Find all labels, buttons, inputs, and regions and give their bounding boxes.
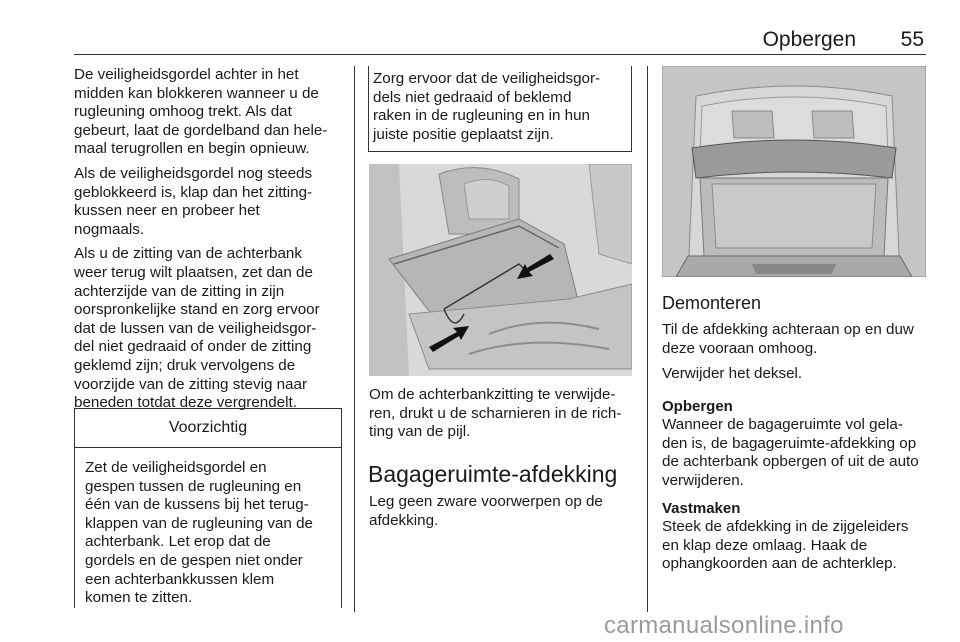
column-divider (647, 66, 648, 612)
paragraph: Als de veiligheidsgordel nog steeds geblokkeerd is, klap dan het zitting- kussen neer en probeer het nogmaals. (74, 164, 313, 238)
image-caption: Om de achterbankzitting te verwijde- ren, drukt u de scharnieren in de rich- ting van de pijl. (369, 386, 622, 441)
paragraph: Als u de zitting van de achterbank weer terug wilt plaatsen, zet dan de achterzijde van de zitting in zijn oorspronkelijke stand en zorg ervoor dat de lussen van de veiligheidsgor- del niet gedraaid of onder de zitting geklemd zijn; druk vervolgens de voorzijde van de zitting stevig naar beneden totdat deze vergrendelt. (74, 245, 320, 412)
paragraph: De veiligheidsgordel achter in het midden kan blokkeren wanneer u de rugleuning omhoog trekt. Als dat gebeurt, laat de gordelband dan hele- maal terugrollen en begin opnieuw. (74, 66, 328, 158)
watermark: carmanualsonline.info (604, 612, 844, 639)
paragraph: Til de afdekking achteraan op en duw deze vooraan omhoog. (662, 321, 914, 357)
rear-seat-hinge-illustration (369, 164, 632, 376)
section-title: Bagageruimte-afdekking (368, 461, 618, 487)
column-divider (354, 66, 355, 612)
subheading-opbergen: Opbergen (662, 398, 733, 415)
caution-text: Zet de veiligheidsgordel en gespen tussen de rugleuning en één van de kussens bij het terug- klappen van de rugleuning van de achterbank. Let erop dat de gordels en de gespen niet onder een achterbankkussen klem komen te zitten. (85, 459, 313, 607)
paragraph: Wanneer de bagageruimte vol gela- den is, de bagageruimte-afdekking op de achterbank opbergen of uit de auto verwijderen. (662, 416, 919, 489)
caution-title: Voorzichtig (75, 409, 341, 448)
page-title: Opbergen (762, 28, 856, 51)
cargo-area-illustration (662, 66, 926, 277)
page-number: 55 (900, 28, 924, 51)
subheading-vastmaken: Vastmaken (662, 500, 741, 517)
page-header (74, 28, 926, 55)
paragraph: Verwijder het deksel. (662, 365, 803, 382)
rear-seat-illustration (369, 164, 632, 376)
caution-box (74, 408, 342, 608)
note-box: Zorg ervoor dat de veiligheidsgor- dels niet gedraaid of beklemd raken in de rugleuning en in hun juiste positie geplaatst zijn. (368, 66, 632, 152)
section-text: Leg geen zware voorwerpen op de afdekking. (369, 493, 603, 529)
paragraph: Steek de afdekking in de zijgeleiders en klap deze omlaag. Haak de ophangkoorden aan de achterklep. (662, 518, 909, 573)
heading-demonteren: Demonteren (662, 293, 762, 313)
luggage-cover-illustration (662, 66, 926, 277)
column-left (74, 66, 342, 419)
